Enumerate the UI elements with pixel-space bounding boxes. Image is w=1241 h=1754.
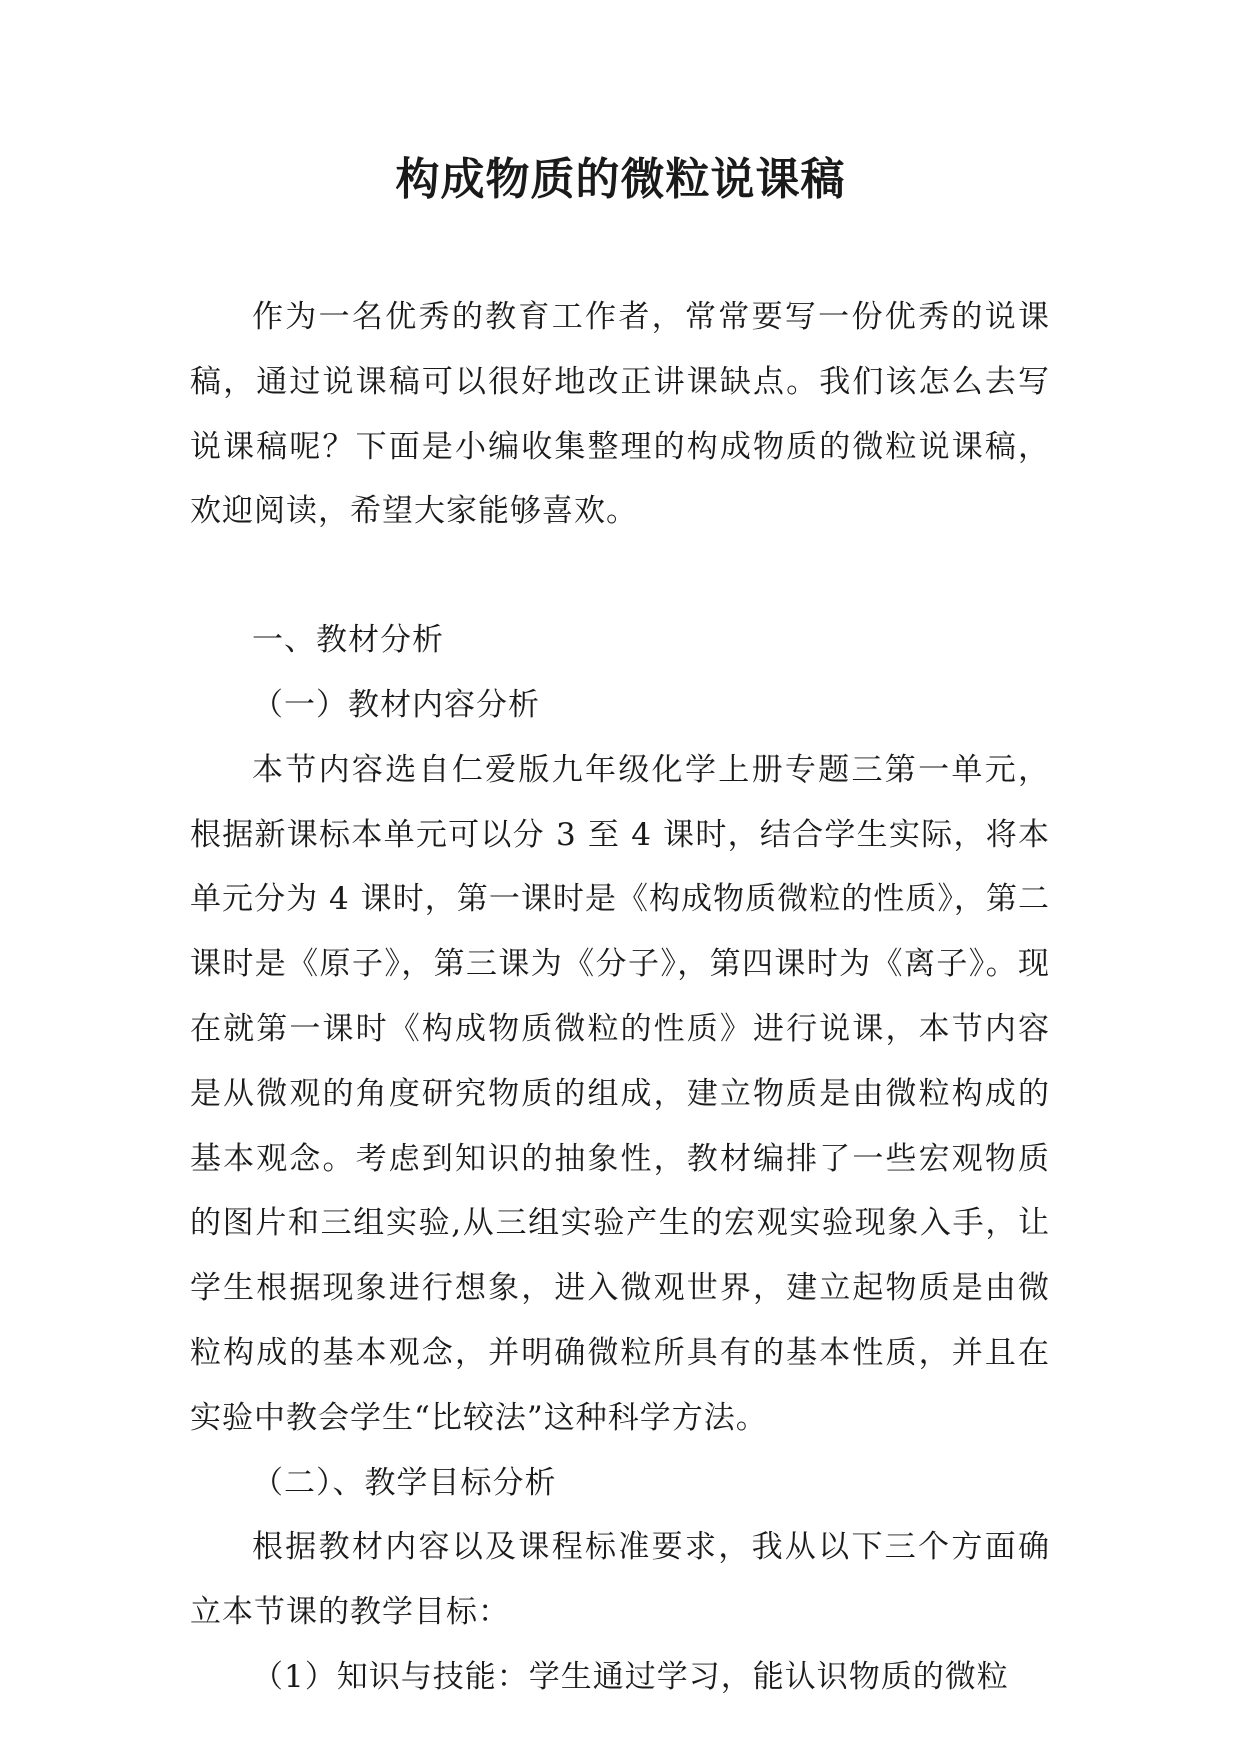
document-title: 构成物质的微粒说课稿	[395, 154, 846, 205]
objective-item: （1）知识与技能：学生通过学习，能认识物质的微粒	[252, 1658, 1009, 1695]
section-heading: 一、教材分析	[252, 622, 444, 659]
objectives-intro-paragraph: 根据教材内容以及课程标准要求，我从以下三个方面确立本节课的教学目标：	[190, 1529, 1050, 1631]
subsection-heading: （二）、教学目标分析	[252, 1464, 557, 1501]
paragraph-spacer	[190, 544, 1050, 608]
content-analysis-paragraph: 本节内容选自仁爱版九年级化学上册专题三第一单元，根据新课标本单元可以分 3 至 4 课时，结合学生实际，将本单元分为 4 课时，第一课时是《构成物质微粒的性质》，第二课时是《原子》，第三课为《分子》，第四课时为《离子》。现在就第一课时《构成物质微粒的性质》进行说课，本节内容是从微观的角度研究物质的组成，建立物质是由微粒构成的基本观念。考虑到知识的抽象性，教材编排了一些宏观物质的图片和三组实验,从三组实验产生的宏观实验现象入手，让学生根据现象进行想象，进入微观世界，建立起物质是由微粒构成的基本观念，并明确微粒所具有的基本性质，并且在实验中教会学生“比较法”这种科学方法。	[190, 751, 1050, 1436]
intro-paragraph: 作为一名优秀的教育工作者，常常要写一份优秀的说课稿，通过说课稿可以很好地改正讲课缺点。我们该怎么去写说课稿呢？下面是小编收集整理的构成物质的微粒说课稿，欢迎阅读，希望大家能够喜欢。	[190, 299, 1050, 530]
subsection-heading: （一）教材内容分析	[252, 686, 540, 723]
document-body	[190, 285, 1050, 1710]
